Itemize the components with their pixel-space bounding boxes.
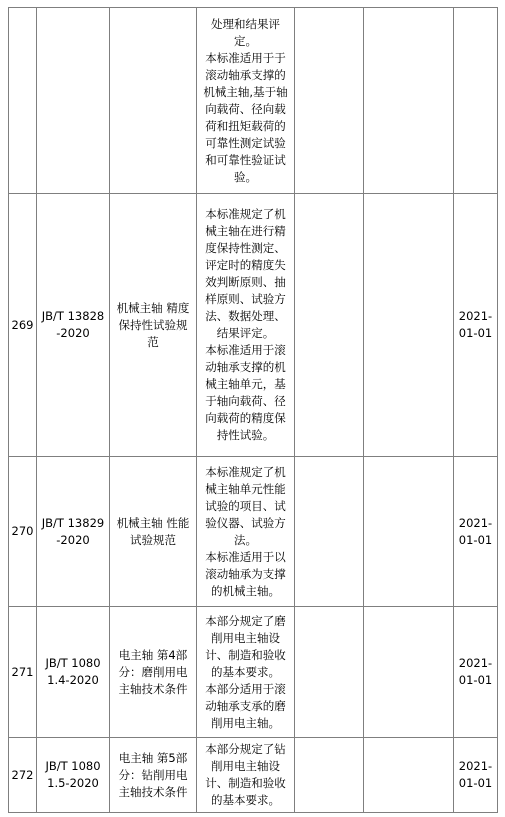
description-paragraph: 本部分规定了磨削用电主轴设计、制造和验收的基本要求。 — [205, 613, 286, 679]
standard-code-cell: JB/T 10801.5-2020 — [37, 738, 110, 813]
standard-name-cell: 机械主轴 精度保持性试验规范 — [110, 194, 197, 457]
standard-name-cell: 机械主轴 性能试验规范 — [110, 457, 197, 607]
date-cell: 2021-01-01 — [454, 607, 498, 738]
standard-code-cell — [37, 8, 110, 194]
description-cell — [197, 738, 295, 813]
empty-cell — [364, 194, 454, 457]
description-cell — [197, 194, 295, 457]
empty-cell — [295, 607, 364, 738]
empty-cell — [364, 457, 454, 607]
description-cell — [197, 457, 295, 607]
description-paragraph: 本标准适用于以滚动轴承为支撑的机械主轴。 — [205, 549, 286, 598]
row-index-cell: 269 — [9, 194, 37, 457]
empty-cell — [295, 457, 364, 607]
empty-cell — [295, 194, 364, 457]
standard-code-cell: JB/T 13829-2020 — [37, 457, 110, 607]
table-row — [9, 457, 498, 607]
description-paragraph: 本标准适用于于滚动轴承支撑的机械主轴,基于轴向载荷、径向载荷和扭矩载荷的可靠性测定试验和可靠性验证试验。 — [203, 50, 288, 184]
empty-cell — [295, 8, 364, 194]
table-row — [9, 607, 498, 738]
standard-name-cell — [110, 8, 197, 194]
date-cell: 2021-01-01 — [454, 457, 498, 607]
standard-name-cell: 电主轴 第4部分：磨削用电主轴技术条件 — [110, 607, 197, 738]
standard-code-cell: JB/T 10801.4-2020 — [37, 607, 110, 738]
description-cell — [197, 8, 295, 194]
date-cell: 2021-01-01 — [454, 194, 498, 457]
row-index-cell: 271 — [9, 607, 37, 738]
table-row — [9, 194, 498, 457]
description-paragraph: 本部分规定了钻削用电主轴设计、制造和验收的基本要求。 — [205, 742, 286, 807]
standard-code-cell: JB/T 13828-2020 — [37, 194, 110, 457]
description-paragraph: 本标准规定了机械主轴在进行精度保持性测定、评定时的精度失效判断原则、抽样原则、试验方法、数据处理、结果评定。 — [205, 207, 286, 340]
row-index-cell — [9, 8, 37, 194]
date-cell — [454, 8, 498, 194]
description-paragraph: 本标准规定了机械主轴单元性能试验的项目、试验仪器、试验方法。 — [205, 464, 286, 547]
empty-cell — [364, 8, 454, 194]
date-cell: 2021-01-01 — [454, 738, 498, 813]
description-paragraph: 本部分适用于滚动轴承支承的磨削用电主轴。 — [205, 681, 286, 730]
description-cell — [197, 607, 295, 738]
empty-cell — [364, 607, 454, 738]
description-paragraph: 本标准适用于滚动轴承支撑的机械主轴单元，基于轴向载荷、径向载荷的精度保持性试验。 — [205, 343, 286, 442]
table-row — [9, 738, 498, 813]
row-index-cell: 270 — [9, 457, 37, 607]
standards-table — [8, 7, 498, 813]
table-row — [9, 8, 498, 194]
standard-name-cell: 电主轴 第5部分：钻削用电主轴技术条件 — [110, 738, 197, 813]
row-index-cell: 272 — [9, 738, 37, 813]
empty-cell — [295, 738, 364, 813]
description-paragraph: 处理和结果评定。 — [211, 16, 280, 48]
empty-cell — [364, 738, 454, 813]
